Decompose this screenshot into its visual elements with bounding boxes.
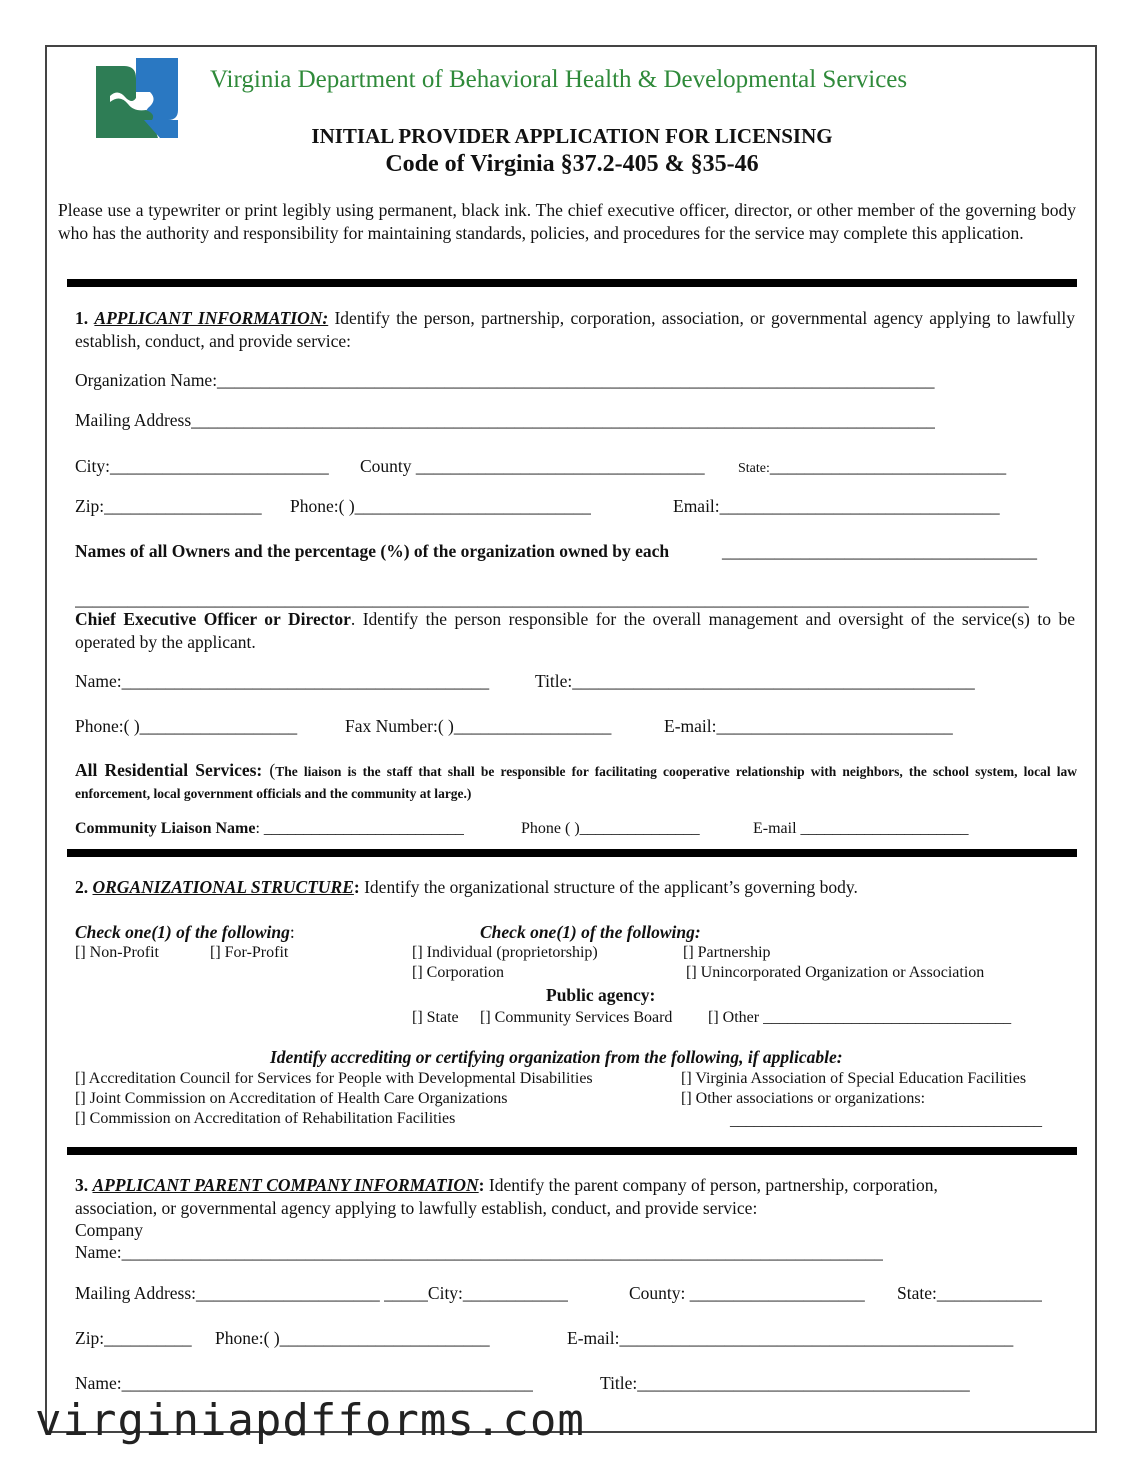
owners-label: Names of all Owners and the percentage (%) of the organization owned by each xyxy=(75,541,670,561)
parent-email-field[interactable]: E-mail:_____________________________________________ xyxy=(567,1328,1014,1348)
section2-heading: ORGANIZATIONAL STRUCTURE xyxy=(92,877,354,897)
mailing-address-field[interactable]: Mailing Address_____________________________________________________________________________________ xyxy=(75,410,935,430)
check-left-colon: : xyxy=(289,922,295,942)
parent-contact-name-field[interactable]: Name:_______________________________________________ xyxy=(75,1373,533,1393)
parent-zip-field[interactable]: Zip:__________ xyxy=(75,1328,192,1348)
ceo-desc: . Identify the person responsible for the overall management and oversight of the service(s) to be operated by the applicant. xyxy=(75,609,1075,652)
state-checkbox[interactable]: [] State xyxy=(412,1009,459,1026)
section2-colon: : xyxy=(353,877,360,897)
section1-intro xyxy=(75,307,1075,353)
section3-intro xyxy=(75,1175,938,1196)
parent-county-field[interactable]: County: ____________________ xyxy=(629,1283,865,1303)
section3-heading: APPLICANT PARENT COMPANY INFORMATION xyxy=(92,1175,479,1195)
ceo-heading: Chief Executive Officer or Director xyxy=(75,609,351,629)
form-border xyxy=(45,45,1097,1433)
county-field[interactable]: County _________________________________ xyxy=(360,456,705,476)
code-reference: Code of Virginia §37.2-405 & §35-46 xyxy=(385,151,759,177)
section1-heading: APPLICANT INFORMATION: xyxy=(94,308,329,328)
forprofit-checkbox[interactable]: [] For-Profit xyxy=(210,944,289,961)
ceo-fax-field[interactable]: Fax Number:( )__________________ xyxy=(345,716,612,736)
partnership-checkbox[interactable]: [] Partnership xyxy=(683,944,771,961)
check-right-label: Check one(1) of the following: xyxy=(480,922,701,942)
zip-field[interactable]: Zip:__________________ xyxy=(75,496,262,516)
liaison-name-field[interactable] xyxy=(75,820,464,838)
accreditation-jcaho-checkbox[interactable]: [] Joint Commission on Accreditation of Health Care Organizations xyxy=(75,1090,508,1107)
agency-name: Virginia Department of Behavioral Health & Developmental Services xyxy=(210,66,908,93)
ceo-email-field[interactable]: E-mail:___________________________ xyxy=(664,716,953,736)
state-label: State: xyxy=(738,461,770,476)
section2-desc: Identify the organizational structure of the applicant’s governing body. xyxy=(359,877,858,897)
company-label: Company xyxy=(75,1220,144,1240)
state-field[interactable] xyxy=(738,456,1006,477)
corporation-checkbox[interactable]: [] Corporation xyxy=(412,964,504,981)
public-agency-label: Public agency: xyxy=(546,985,656,1005)
section3-colon: : xyxy=(478,1175,485,1195)
accreditation-acdd-checkbox[interactable]: [] Accreditation Council for Services for People with Developmental Disabilities xyxy=(75,1070,593,1087)
phone-field[interactable]: Phone:( )___________________________ xyxy=(290,496,591,516)
section2-intro xyxy=(75,877,858,898)
check-left-text: Check one(1) of the following xyxy=(75,922,290,942)
individual-checkbox[interactable]: [] Individual (proprietorship) xyxy=(412,944,598,961)
parent-phone-field[interactable]: Phone:( )________________________ xyxy=(215,1328,490,1348)
email-field[interactable]: Email:________________________________ xyxy=(673,496,1000,516)
parent-state-field[interactable]: State:____________ xyxy=(897,1283,1042,1303)
form-title: INITIAL PROVIDER APPLICATION FOR LICENSING xyxy=(311,124,833,148)
nonprofit-checkbox[interactable]: [] Non-Profit xyxy=(75,944,159,961)
ceo-phone-field[interactable]: Phone:( )__________________ xyxy=(75,716,298,736)
divider xyxy=(67,279,1077,287)
check-left-label xyxy=(75,922,295,943)
section3-desc-line2: association, or governmental agency applying to lawfully establish, conduct, and provide service: xyxy=(75,1198,758,1218)
watermark: virginiapdfforms.com xyxy=(35,1395,585,1446)
liaison-name-label: Community Liaison Name xyxy=(75,820,256,837)
ceo-intro xyxy=(75,608,1075,654)
residential-heading: All Residential Services: xyxy=(75,760,263,780)
state-line: ___________________________ xyxy=(769,456,1007,476)
section1-desc: Identify the person, partnership, corporation, association, or governmental agency applying to lawfully establish, conduct, and provide service: xyxy=(75,308,1076,351)
section1-number: 1. xyxy=(75,308,89,328)
residential-paren: ( xyxy=(269,760,276,780)
accreditation-carf-checkbox[interactable]: [] Commission on Accreditation of Rehabilitation Facilities xyxy=(75,1110,456,1127)
residential-note-text: The liaison is the staff that shall be responsible for facilitating cooperative relationship with neighbors, the school system, local law enforcement, local government officials and the community at large.) xyxy=(75,764,1077,801)
liaison-name-line: : _________________________ xyxy=(255,820,464,837)
other-checkbox[interactable]: [] Other _______________________________ xyxy=(708,1009,1012,1026)
section2-number: 2. xyxy=(75,877,89,897)
accreditation-other-checkbox[interactable]: [] Other associations or organizations: xyxy=(681,1090,926,1107)
city-field[interactable]: City:_________________________ xyxy=(75,456,329,476)
liaison-email-field[interactable]: E-mail _____________________ xyxy=(753,820,969,837)
accreditation-vasef-checkbox[interactable]: [] Virginia Association of Special Education Facilities xyxy=(681,1070,1027,1087)
liaison-phone-field[interactable]: Phone ( )_______________ xyxy=(521,820,700,837)
divider xyxy=(67,849,1077,857)
residential-note xyxy=(75,760,1077,804)
accreditation-heading: Identify accrediting or certifying organization from the following, if applicable: xyxy=(270,1047,843,1067)
divider xyxy=(67,1147,1077,1155)
accreditation-other-field[interactable]: _______________________________________ xyxy=(730,1112,1042,1129)
csb-checkbox[interactable]: [] Community Services Board xyxy=(480,1009,673,1026)
ceo-title-field[interactable]: Title:______________________________________________ xyxy=(535,671,975,691)
company-name-field[interactable]: Name:_______________________________________________________________________________________ xyxy=(75,1242,883,1262)
parent-contact-title-field[interactable]: Title:______________________________________ xyxy=(600,1373,970,1393)
section3-number: 3. xyxy=(75,1175,89,1195)
section3-desc: Identify the parent company of person, partnership, corporation, xyxy=(484,1175,938,1195)
owners-field-line2[interactable]: _____________________________________________________________________________________________________________ xyxy=(75,589,1029,609)
ceo-name-field[interactable]: Name:__________________________________________ xyxy=(75,671,490,691)
org-name-field[interactable]: Organization Name:__________________________________________________________________________________ xyxy=(75,370,935,390)
intro-paragraph: Please use a typewriter or print legibly using permanent, black ink. The chief executive officer, director, or other member of the governing body who has the authority and responsibility for maintaining standards, policies, and procedures for the service may complete this application. xyxy=(58,200,1076,243)
parent-mailing-city-field[interactable]: Mailing Address:_____________________ _____City:____________ xyxy=(75,1283,568,1303)
owners-field[interactable]: ____________________________________ xyxy=(722,541,1037,561)
unincorporated-checkbox[interactable]: [] Unincorporated Organization or Association xyxy=(686,964,985,981)
